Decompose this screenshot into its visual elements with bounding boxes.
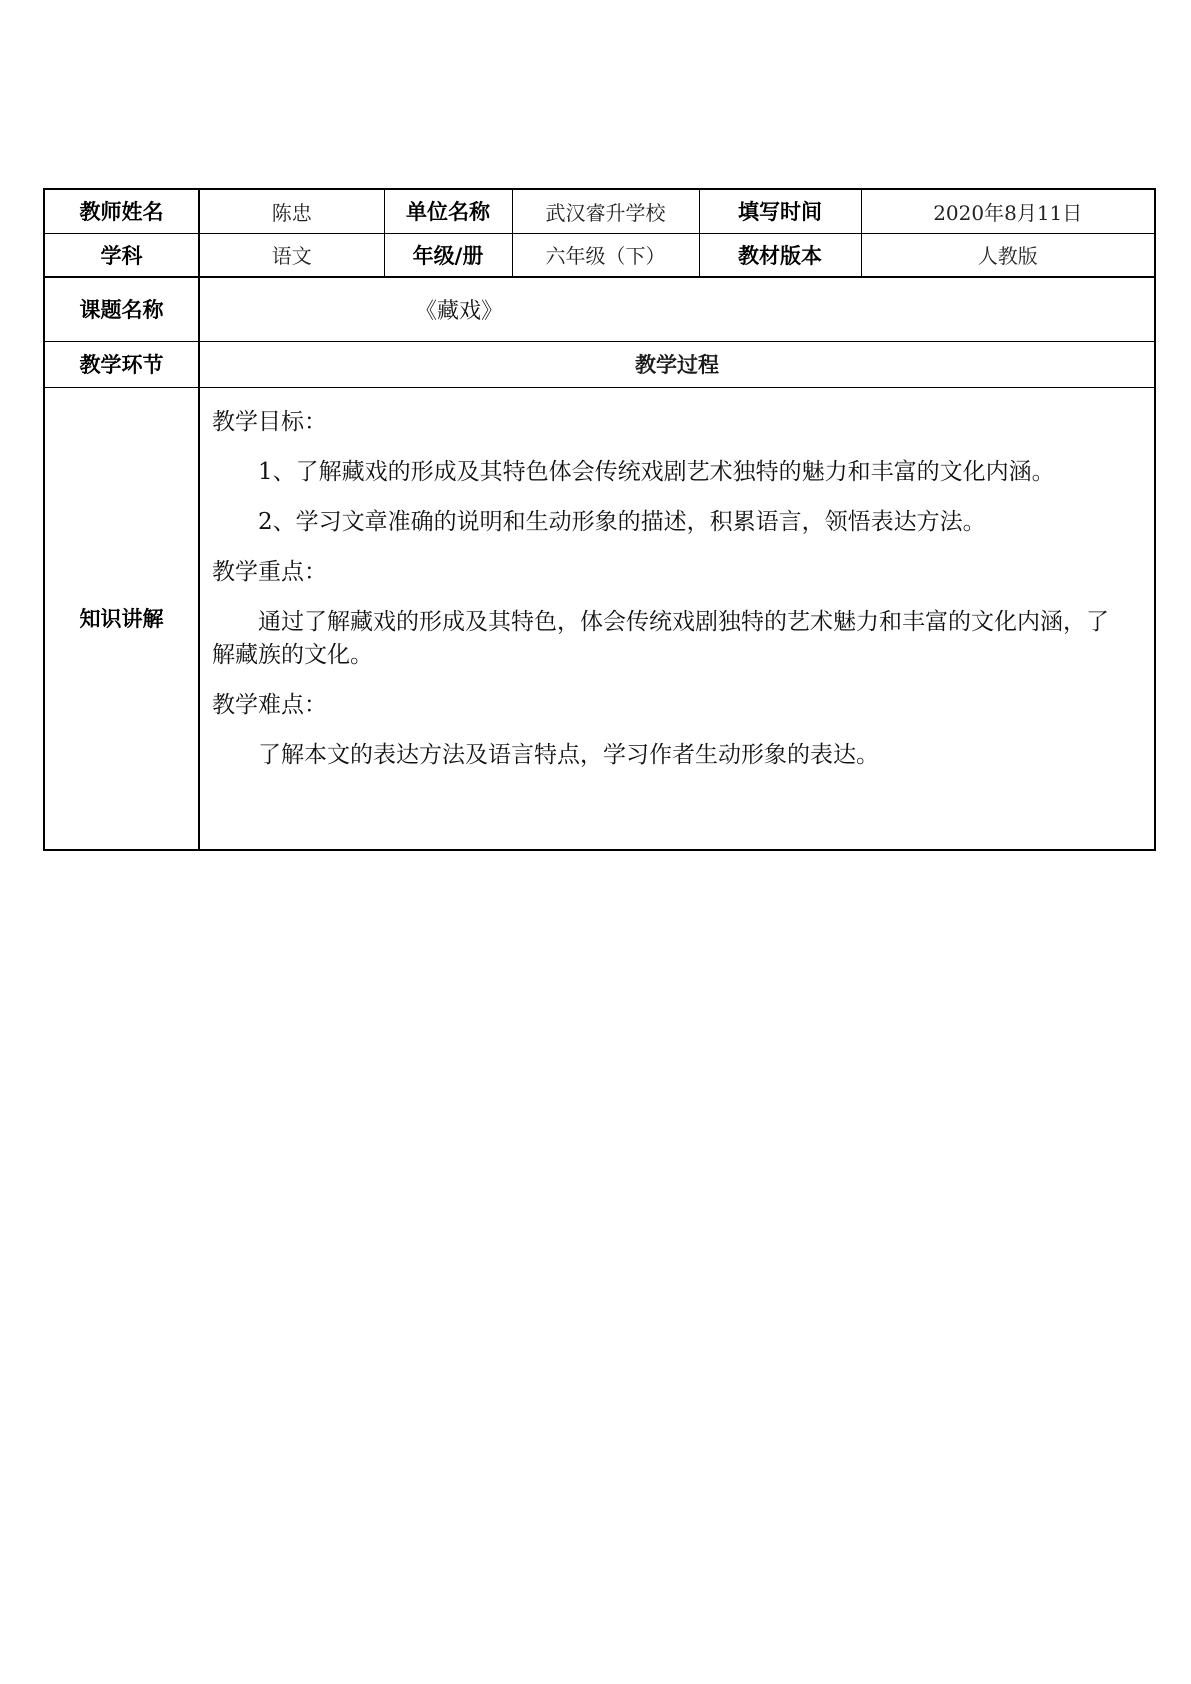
edition-label: 教材版本 bbox=[699, 233, 861, 277]
unit-name-value: 武汉睿升学校 bbox=[512, 189, 699, 233]
teaching-stage-label: 教学环节 bbox=[44, 341, 199, 387]
difficulty-text: 了解本文的表达方法及语言特点，学习作者生动形象的表达。 bbox=[258, 741, 879, 768]
lesson-title-row bbox=[44, 277, 1155, 341]
knowledge-row bbox=[44, 387, 1155, 850]
key-points-text: 通过了解藏戏的形成及其特色，体会传统戏剧独特的艺术魅力和丰富的文化内涵，了解藏族的文化。 bbox=[212, 608, 1109, 668]
subject-value: 语文 bbox=[199, 233, 384, 277]
lesson-plan-table bbox=[43, 188, 1156, 851]
teacher-name-value: 陈忠 bbox=[199, 189, 384, 233]
fill-date-value: 2020年8月11日 bbox=[861, 189, 1155, 233]
subject-label: 学科 bbox=[44, 233, 199, 277]
grade-label: 年级/册 bbox=[384, 233, 512, 277]
info-row-2 bbox=[44, 233, 1155, 277]
stage-header-row bbox=[44, 341, 1155, 387]
difficulty-heading: 教学难点： bbox=[212, 691, 327, 718]
teacher-name-label: 教师姓名 bbox=[44, 189, 199, 233]
key-points-heading: 教学重点： bbox=[212, 558, 327, 585]
unit-name-label: 单位名称 bbox=[384, 189, 512, 233]
lesson-title-value: 《藏戏》 bbox=[199, 277, 1155, 341]
fill-date-label: 填写时间 bbox=[699, 189, 861, 233]
lesson-title-label: 课题名称 bbox=[44, 277, 199, 341]
goals-heading: 教学目标： bbox=[212, 408, 327, 435]
goal-item: 1、了解藏戏的形成及其特色体会传统戏剧艺术独特的魅力和丰富的文化内涵。 bbox=[258, 458, 1055, 485]
grade-value: 六年级（下） bbox=[512, 233, 699, 277]
goal-item: 2、学习文章准确的说明和生动形象的描述，积累语言，领悟表达方法。 bbox=[258, 508, 986, 535]
teaching-process-label: 教学过程 bbox=[199, 341, 1155, 387]
teaching-content bbox=[199, 387, 1155, 850]
knowledge-section-label: 知识讲解 bbox=[44, 387, 199, 850]
info-row-1 bbox=[44, 189, 1155, 233]
edition-value: 人教版 bbox=[861, 233, 1155, 277]
